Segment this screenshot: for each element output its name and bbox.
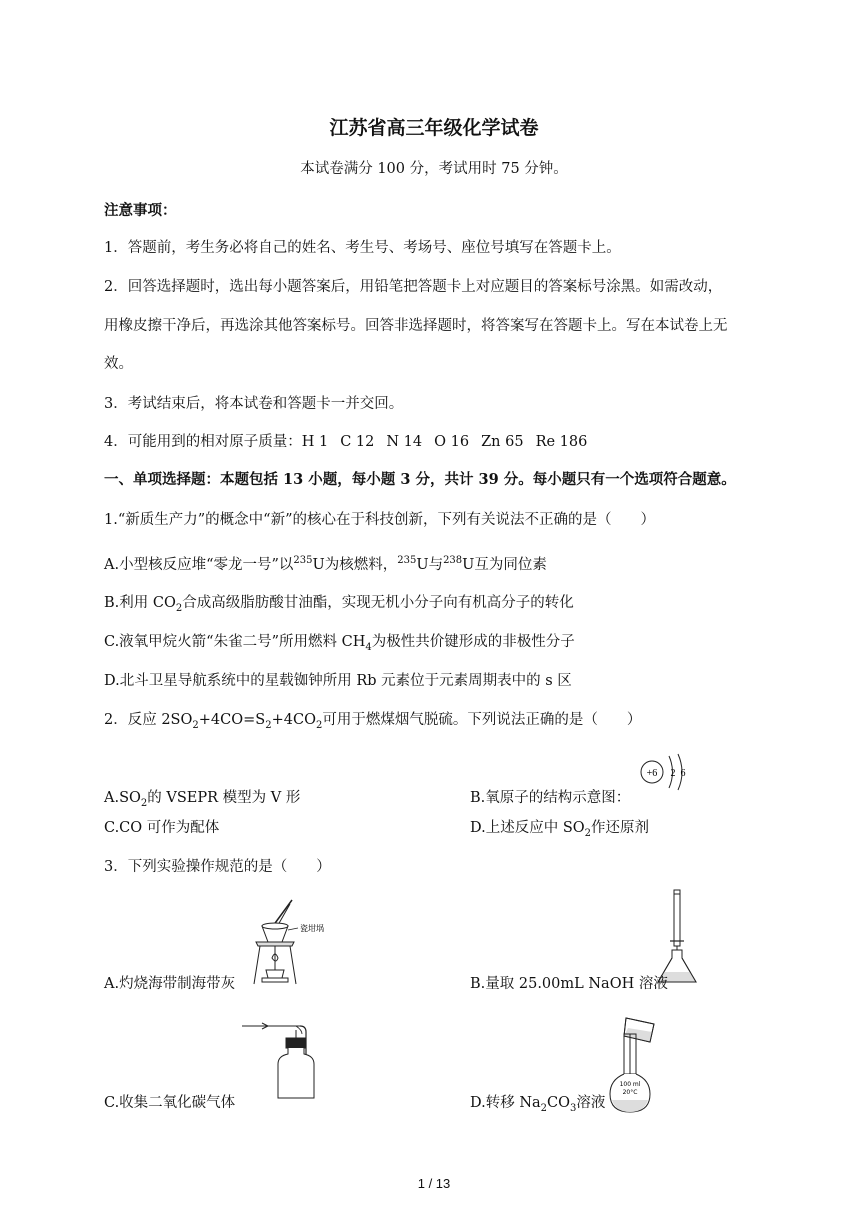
q3-option-d: D.转移 $Na_2CO_3$溶液 xyxy=(470,1095,606,1114)
q2-option-d: D.上述反应中 $SO_2$作还原剂 xyxy=(470,820,650,839)
q1-option-d: D.北斗卫星导航系统中的星载铷钟所用 Rb 元素位于元素周期表中的 s 区 xyxy=(104,673,572,689)
q3-stem: 3．下列实验操作规范的是（ ） xyxy=(104,859,331,875)
nucleus-charge: +6 xyxy=(646,768,658,779)
shell-1-electrons: 2 xyxy=(670,768,676,779)
flask-temp-label: 20°C xyxy=(622,1089,638,1096)
mass-n: N 14 xyxy=(386,434,423,450)
burette-flask-figure xyxy=(652,886,702,988)
q2-option-b: B.氧原子的结构示意图： xyxy=(470,790,631,806)
crucible-burner-figure xyxy=(248,896,338,992)
note-3: 3．考试结束后，将本试卷和答题卡一并交回。 xyxy=(104,396,404,412)
note-4 xyxy=(104,433,587,451)
gas-bottle-figure xyxy=(240,1018,320,1104)
flask-volume-label: 100 ml xyxy=(619,1081,641,1088)
mass-h: H 1 xyxy=(301,434,329,450)
page-subtitle: 本试卷满分 100 分，考试用时 75 分钟。 xyxy=(300,161,568,177)
volumetric-flask-figure xyxy=(604,1014,670,1116)
q3-option-c: C.收集二氧化碳气体 xyxy=(104,1095,236,1111)
oxygen-atom-diagram xyxy=(636,752,696,796)
mass-re: Re 186 xyxy=(535,434,588,450)
crucible-label: 瓷坩埚 xyxy=(300,924,324,933)
shell-2-electrons: 6 xyxy=(680,768,686,779)
q1-stem: 1.“新质生产力”的概念中“新”的核心在于科技创新，下列有关说法不正确的是（ ） xyxy=(104,512,655,528)
atomic-mass-intro: 4．可能用到的相对原子质量： xyxy=(104,434,302,450)
q1-option-c: C.液氧甲烷火箭“朱雀二号”所用燃料 $CH_4$为极性共价键形成的非极性分子 xyxy=(104,634,575,653)
mass-zn: Zn 65 xyxy=(481,434,524,450)
mass-c: C 12 xyxy=(340,434,375,450)
q2-option-c: C.CO 可作为配体 xyxy=(104,820,220,836)
q1-option-b: B.利用 $CO_2$合成高级脂肪酸甘油酯，实现无机小分子向有机高分子的转化 xyxy=(104,595,574,614)
page-number: 1 / 13 xyxy=(417,1176,451,1191)
note-2: 2．回答选择题时，选出每小题答案后，用铅笔把答题卡上对应题目的答案标号涂黑。如需改动， xyxy=(104,279,723,295)
section-1-heading: 一、单项选择题：本题包括 13 小题，每小题 3 分，共计 39 分。每小题只有一个选项符合题意。 xyxy=(104,471,736,488)
mass-o: O 16 xyxy=(434,434,470,450)
q1-option-a: A.小型核反应堆“零龙一号”以$^{235}$U为核燃料，$^{235}$U与$^{238}$U互为同位素 xyxy=(104,555,547,573)
q2-option-a: $A.SO_2$的 VSEPR 模型为 V 形 xyxy=(104,790,301,809)
notes-heading: 注意事项： xyxy=(104,202,177,219)
note-2-end: 效。 xyxy=(104,356,133,372)
note-2-cont: 用橡皮擦干净后，再选涂其他答案标号。回答非选择题时，将答案写在答题卡上。写在本试卷上无 xyxy=(104,318,728,334)
q3-option-b: B.量取 25.00mL NaOH 溶液 xyxy=(470,976,668,992)
q2-stem: 2．反应 $2SO_2+4CO=S_2+4CO_2$可用于燃煤烟气脱硫。下列说法正确的是（ ） xyxy=(104,712,642,731)
q3-option-a: A.灼烧海带制海带灰 xyxy=(104,976,236,992)
page-title: 江苏省高三年级化学试卷 xyxy=(329,117,539,139)
note-1: 1．答题前，考生务必将自己的姓名、考生号、考场号、座位号填写在答题卡上。 xyxy=(104,240,621,256)
